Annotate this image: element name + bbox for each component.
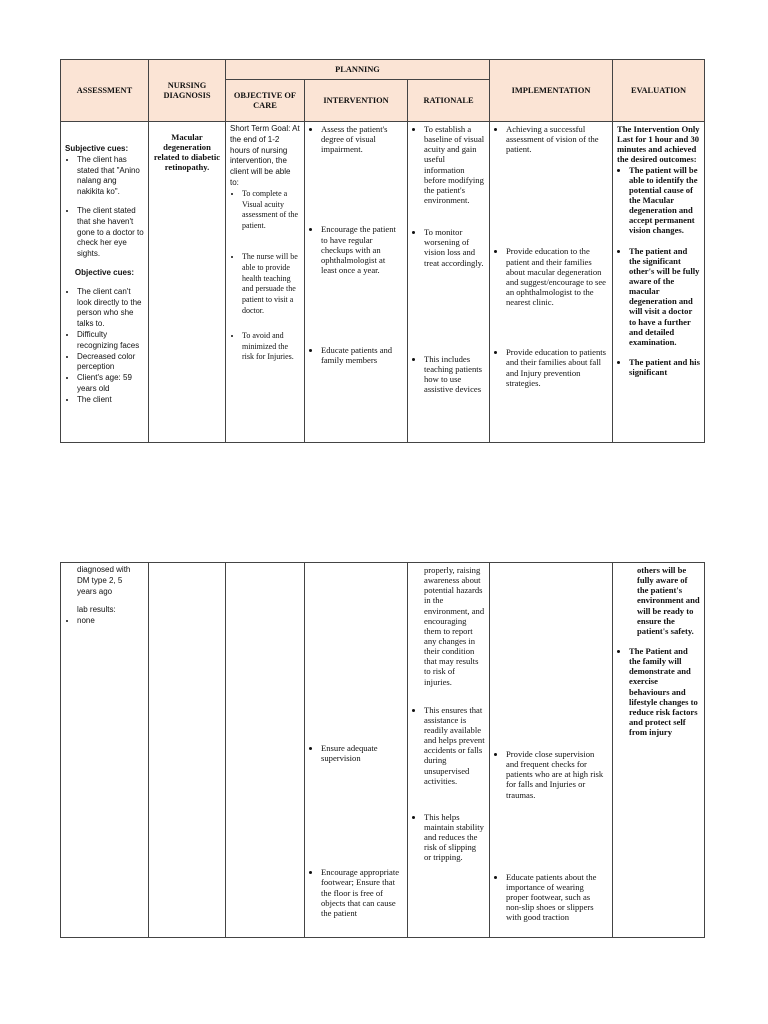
objective-cell-cont <box>226 563 305 938</box>
header-objective: OBJECTIVE OF CARE <box>226 80 305 122</box>
objective-cell <box>226 122 305 443</box>
objective-goal: • To avoid and minimized the risk for Injuries. <box>242 331 300 363</box>
implementation-item: • Provide close supervision and frequent checks for patients who are at high risk for falls and Injuries or traumas. <box>506 749 608 800</box>
objective-goals <box>230 189 300 363</box>
diagnosis-cell <box>149 122 226 443</box>
implementation-cell-cont <box>490 563 613 938</box>
implementation-item: • Achieving a successful assessment of vision of the patient. <box>506 124 608 154</box>
header-planning: PLANNING <box>226 60 490 80</box>
diagnosis-cell-cont <box>149 563 226 938</box>
objective-title: Objective cues: <box>74 267 135 277</box>
rationale-item: • To monitor worsening of vision loss and treat accordingly. <box>424 227 485 268</box>
care-plan-table-page1 <box>60 59 705 443</box>
header-rationale: RATIONALE <box>408 80 490 122</box>
rationale-item: • This ensures that assistance is readily available and helps prevent accidents or falls during unsupervised activities. <box>424 705 485 786</box>
header-assessment: ASSESSMENT <box>61 60 149 122</box>
rationale-cell <box>408 122 490 443</box>
implementation-cell <box>490 122 613 443</box>
diagnosis-text: Macular degeneration related to diabetic retinopathy. <box>153 132 221 173</box>
lab-result: • none <box>77 616 144 627</box>
evaluation-cell <box>613 122 705 443</box>
intervention-item: • Encourage the patient to have regular checkups with an ophthalmologist at least once a year. <box>321 224 403 275</box>
objective-cue: • The client can't look directly to the person who she talks to. <box>77 287 144 330</box>
implementation-item: • Provide education to the patient and their families about macular degeneration and suggest/encourage to see an ophthalmologist to the nearest clinic. <box>506 246 608 307</box>
header-nursing-diagnosis: NURSING DIAGNOSIS <box>149 60 226 122</box>
assessment-cell-cont <box>61 563 149 938</box>
evaluation-item: • The Patient and the family will demonstrate and exercise behaviours and lifestyle changes to reduce risk factors and protect self from injury <box>629 646 700 737</box>
subjective-title: Subjective cues: <box>65 144 129 153</box>
intervention-cell <box>305 122 408 443</box>
lab-results-list <box>65 616 144 627</box>
evaluation-cell-cont <box>613 563 705 938</box>
evaluation-list <box>617 165 700 378</box>
implementation-item: • Provide education to patients and their families about fall and Injury prevention strategies. <box>506 347 608 388</box>
header-evaluation: EVALUATION <box>613 60 705 122</box>
header-implementation: IMPLEMENTATION <box>490 60 613 122</box>
evaluation-intro: The Intervention Only Last for 1 hour and 30 minutes and achieved the desired outcomes: <box>617 124 700 165</box>
assessment-continuation: diagnosed with DM type 2, 5 years ago <box>77 565 131 596</box>
intervention-item: • Ensure adequate supervision <box>321 743 403 763</box>
subjective-list <box>65 155 144 260</box>
intervention-list-cont <box>309 743 403 918</box>
evaluation-item: • The patient and the significant other's will be fully aware of the macular degeneration and will visit a doctor to have a further and detailed examination. <box>629 246 700 347</box>
implementation-list-cont <box>494 749 608 922</box>
evaluation-continuation: others will be fully aware of the patient's environment and will be ready to ensure the patient's safety. <box>637 565 700 636</box>
objective-cue: • Decreased color perception <box>77 352 144 374</box>
rationale-cell-cont <box>408 563 490 938</box>
objective-cue: • Difficulty recognizing faces <box>77 330 144 352</box>
lab-results-title: lab results: <box>77 605 116 615</box>
header-intervention: INTERVENTION <box>305 80 408 122</box>
intervention-list <box>309 124 403 365</box>
implementation-list <box>494 124 608 388</box>
assessment-cell <box>61 122 149 443</box>
evaluation-item: • The patient and his significant <box>629 357 700 377</box>
subjective-cue: • The client stated that she haven't gone to a doctor to check her eye sights. <box>77 206 144 260</box>
rationale-list-cont <box>412 705 485 863</box>
objective-cue: • Client's age: 59 years old <box>77 373 144 395</box>
objective-list <box>65 287 144 406</box>
subjective-cue: • The client has stated that "Anino nalang ang nakikita ko". <box>77 155 144 198</box>
rationale-continuation: properly, raising awareness about potential hazards in the environment, and encouraging them to report any changes in their condition that may results to risk of injuries. <box>424 565 485 687</box>
evaluation-item: • The patient will be able to identify the potential cause of the Macular degeneration and accept permanent vision changes. <box>629 165 700 236</box>
rationale-item: • This helps maintain stability and reduces the risk of slipping or tripping. <box>424 812 485 863</box>
rationale-list <box>412 124 485 394</box>
objective-cue: • The client <box>77 395 144 406</box>
implementation-item: • Educate patients about the importance of wearing proper footwear, such as non-slip shoes or slippers with good traction <box>506 872 608 923</box>
intervention-item: • Encourage appropriate footwear; Ensure that the floor is free of objects that can cause the patient <box>321 867 403 918</box>
objective-intro: Short Term Goal: At the end of 1-2 hours of nursing intervention, the client will be able to: <box>230 124 300 187</box>
objective-goal: • To complete a Visual acuity assessment of the patient. <box>242 189 300 232</box>
care-plan-table-page2 <box>60 562 705 938</box>
evaluation-list-cont <box>617 646 700 737</box>
intervention-item: • Educate patients and family members <box>321 345 403 365</box>
rationale-item: • This includes teaching patients how to use assistive devices <box>424 354 485 395</box>
objective-goal: • The nurse will be able to provide health teaching and persuade the patient to visit a doctor. <box>242 252 300 317</box>
rationale-item: • To establish a baseline of visual acuity and gain useful information before modifying the patient's environment. <box>424 124 485 205</box>
intervention-cell-cont <box>305 563 408 938</box>
intervention-item: • Assess the patient's degree of visual impairment. <box>321 124 403 154</box>
